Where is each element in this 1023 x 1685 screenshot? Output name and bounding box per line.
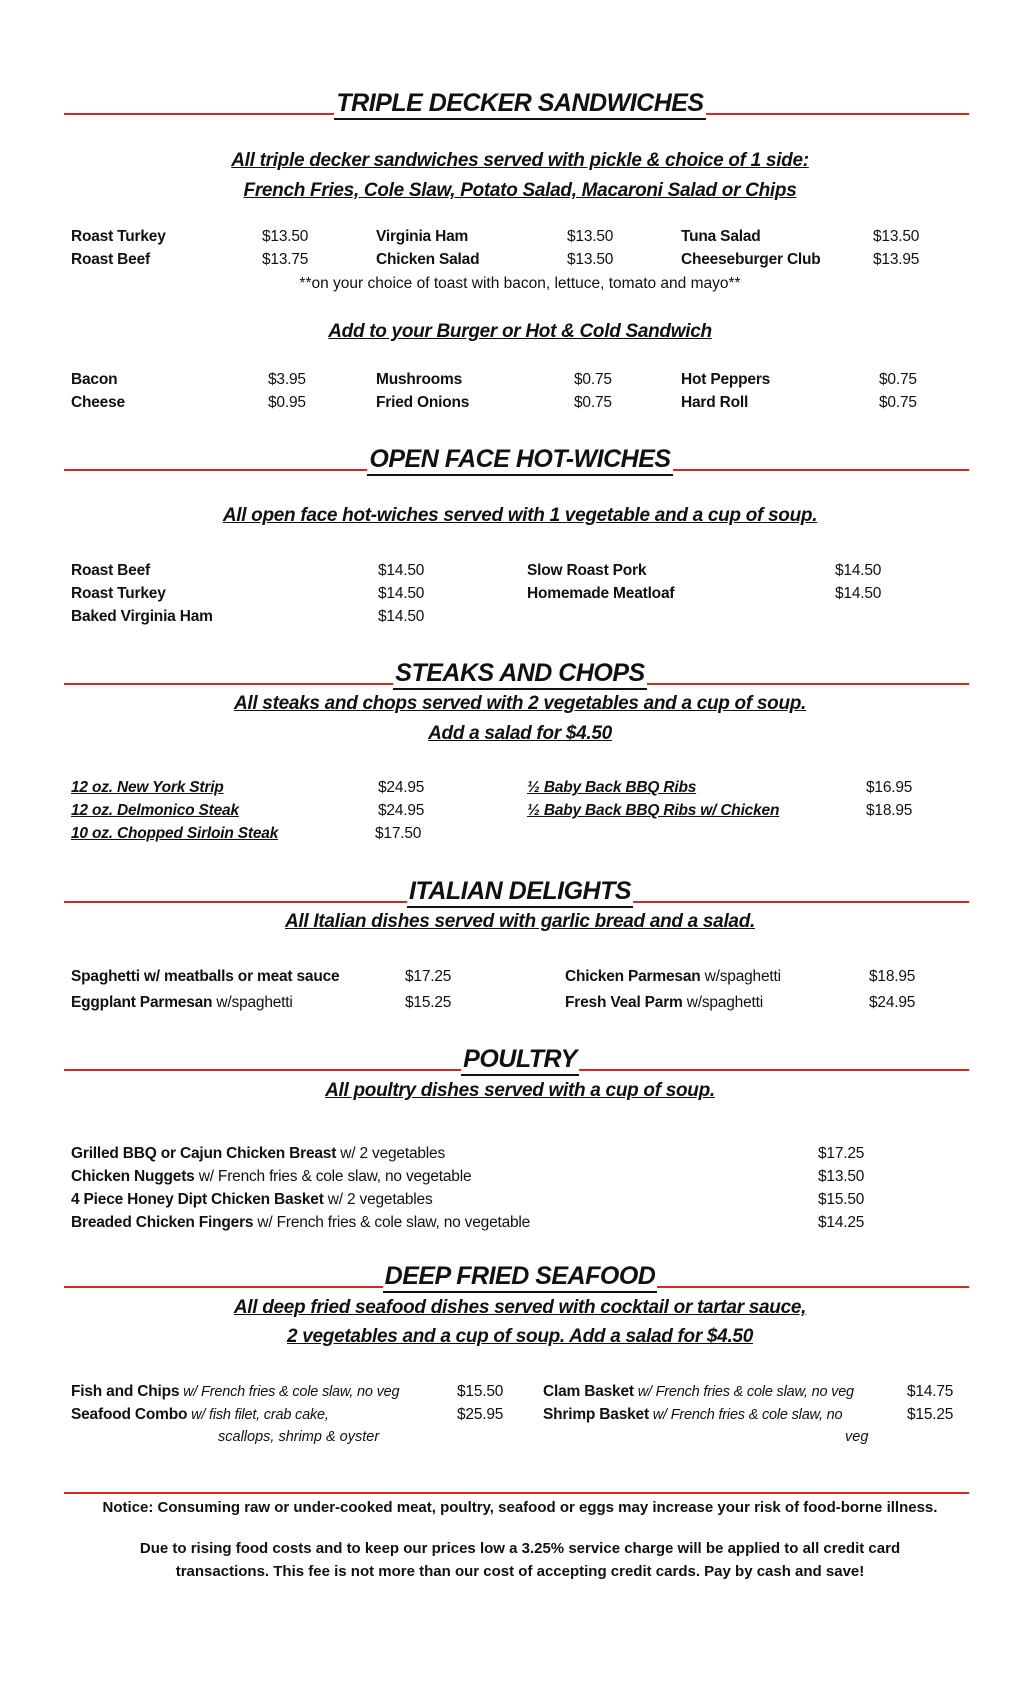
menu-item-name: [376, 229, 468, 245]
menu-item-name: [71, 563, 150, 579]
menu-item-price: $0.75: [574, 371, 612, 388]
item-name: Breaded Chicken Fingers: [71, 1214, 254, 1231]
menu-item-name: [71, 395, 125, 411]
item-name: 12 oz. New York Strip: [71, 779, 224, 796]
item-name: Baked Virginia Ham: [71, 608, 213, 625]
item-name: Slow Roast Pork: [527, 562, 647, 579]
menu-item-name: [71, 372, 117, 388]
menu-item-name: [376, 395, 469, 411]
section-subtitle: All triple decker sandwiches served with pickle & choice of 1 side:: [231, 150, 809, 171]
menu-item-price: $17.25: [405, 968, 452, 985]
item-name: Shrimp Basket: [543, 1406, 649, 1423]
section-title: [0, 661, 1023, 686]
menu-item-price: $14.25: [818, 1214, 865, 1231]
item-name: Seafood Combo: [71, 1406, 188, 1423]
menu-item-price: $17.25: [818, 1145, 865, 1162]
menu-item-price: $14.75: [907, 1383, 954, 1400]
menu-item-name: [527, 803, 779, 819]
item-description-continued: scallops, shrimp & oyster: [218, 1429, 380, 1445]
menu-item-price: $16.95: [866, 779, 913, 796]
menu-item-price: $24.95: [869, 994, 916, 1011]
menu-item-price: $17.50: [375, 825, 422, 842]
item-description: w/spaghetti: [700, 968, 781, 985]
section-subtitle: 2 vegetables and a cup of soup. Add a salad for $4.50: [287, 1326, 753, 1347]
section-title-text: POULTRY: [461, 1045, 579, 1076]
item-name: Fresh Veal Parm: [565, 994, 683, 1011]
menu-item-price: $15.25: [907, 1406, 954, 1423]
item-name: Roast Turkey: [71, 585, 166, 602]
item-description: w/ French fries & cole slaw, no vegetable: [253, 1214, 531, 1231]
menu-item-price: $18.95: [869, 968, 916, 985]
section-subtitle: Add a salad for $4.50: [428, 723, 612, 744]
section-subtitle: All steaks and chops served with 2 vegetables and a cup of soup.: [233, 693, 807, 714]
item-name: Hard Roll: [681, 394, 749, 411]
menu-item-name: [71, 1169, 471, 1185]
section-subtitle: Add to your Burger or Hot & Cold Sandwich: [328, 321, 712, 342]
menu-item-name: [681, 229, 761, 245]
menu-item-price: $15.25: [405, 994, 452, 1011]
menu-item-price: $13.50: [567, 251, 614, 268]
section-subtitle: All deep fried seafood dishes served with cocktail or tartar sauce,: [233, 1297, 807, 1318]
item-name: ½ Baby Back BBQ Ribs w/ Chicken: [527, 802, 780, 819]
menu-item-name: [71, 1407, 329, 1423]
item-name: Mushrooms: [376, 371, 463, 388]
item-name: Homemade Meatloaf: [527, 585, 675, 602]
menu-item-name: [71, 586, 166, 602]
menu-item-price: $15.50: [457, 1383, 504, 1400]
item-name: Cheese: [71, 394, 125, 411]
menu-item-name: [565, 995, 763, 1011]
item-description: w/ 2 vegetables: [323, 1191, 433, 1208]
menu-item-price: $13.50: [567, 228, 614, 245]
menu-item-name: [71, 252, 150, 268]
menu-item-price: $25.95: [457, 1406, 504, 1423]
section-subtitle: All poultry dishes served with a cup of soup.: [325, 1080, 715, 1101]
section-title: [0, 1264, 1023, 1289]
menu-item-price: $3.95: [268, 371, 306, 388]
menu-item-price: $24.95: [378, 779, 425, 796]
menu-item-price: $14.50: [835, 562, 882, 579]
item-name: Bacon: [71, 371, 118, 388]
menu-item-name: [71, 1384, 399, 1400]
item-name: Chicken Parmesan: [565, 968, 701, 985]
item-name: Chicken Nuggets: [71, 1168, 195, 1185]
item-name: Hot Peppers: [681, 371, 771, 388]
menu-item-name: [543, 1407, 842, 1423]
credit-card-fee-notice: transactions. This fee is not more than our cost of accepting credit cards. Pay by cash and save!: [175, 1563, 865, 1580]
menu-item-name: [527, 563, 646, 579]
section-title-text: ITALIAN DELIGHTS: [407, 877, 633, 908]
footer-rule: [64, 1492, 969, 1494]
section-subtitle: All Italian dishes served with garlic bread and a salad.: [285, 911, 755, 932]
item-description: w/spaghetti: [682, 994, 763, 1011]
item-name: ½ Baby Back BBQ Ribs: [527, 779, 697, 796]
menu-item-price: $13.95: [873, 251, 920, 268]
menu-item-price: $18.95: [866, 802, 913, 819]
section-title-text: DEEP FRIED SEAFOOD: [383, 1262, 658, 1293]
menu-item-price: $0.75: [879, 394, 917, 411]
item-description: w/ French fries & cole slaw, no: [648, 1407, 843, 1423]
menu-item-name: [376, 372, 462, 388]
item-name: Clam Basket: [543, 1383, 634, 1400]
item-description-continued: veg: [845, 1429, 869, 1445]
credit-card-fee-notice: Due to rising food costs and to keep our prices low a 3.25% service charge will be applied to all credit card: [139, 1540, 901, 1557]
menu-item-price: $14.50: [378, 562, 425, 579]
menu-item-name: [527, 586, 674, 602]
item-description: w/spaghetti: [212, 994, 293, 1011]
section-title: [0, 879, 1023, 904]
item-description: w/ 2 vegetables: [336, 1145, 445, 1162]
menu-item-name: [71, 780, 224, 796]
section-subtitle: All open face hot-wiches served with 1 vegetable and a cup of soup.: [222, 505, 818, 526]
menu-item-name: [565, 969, 781, 985]
sandwich-note: **on your choice of toast with bacon, lettuce, tomato and mayo**: [299, 275, 741, 292]
menu-item-price: $14.50: [835, 585, 882, 602]
menu-item-name: [543, 1384, 854, 1400]
item-name: Fish and Chips: [71, 1383, 180, 1400]
menu-item-price: $0.75: [574, 394, 612, 411]
menu-item-price: $13.75: [262, 251, 309, 268]
menu-item-name: [681, 252, 821, 268]
menu-item-price: $24.95: [378, 802, 425, 819]
menu-item-name: [376, 252, 479, 268]
menu-item-price: $15.50: [818, 1191, 865, 1208]
menu-item-name: [71, 969, 339, 985]
menu-item-price: $14.50: [378, 585, 425, 602]
menu-item-name: [71, 609, 213, 625]
item-name: Fried Onions: [376, 394, 470, 411]
section-title: [0, 91, 1023, 116]
menu-item-price: $14.50: [378, 608, 425, 625]
item-name: Virginia Ham: [376, 228, 469, 245]
menu-item-name: [71, 826, 278, 842]
menu-item-name: [71, 1215, 530, 1231]
item-name: Cheeseburger Club: [681, 251, 821, 268]
section-title: [0, 447, 1023, 472]
item-name: Spaghetti w/ meatballs or meat sauce: [71, 968, 340, 985]
menu-item-name: [71, 1192, 433, 1208]
menu-item-name: [527, 780, 696, 796]
item-description: w/ French fries & cole slaw, no vegetable: [194, 1168, 472, 1185]
menu-item-price: $13.50: [818, 1168, 865, 1185]
item-name: Tuna Salad: [681, 228, 761, 245]
menu-item-name: [71, 229, 166, 245]
menu-item-name: [71, 803, 239, 819]
item-name: Roast Beef: [71, 562, 150, 579]
item-name: Roast Beef: [71, 251, 150, 268]
item-name: 10 oz. Chopped Sirloin Steak: [71, 825, 279, 842]
item-name: Grilled BBQ or Cajun Chicken Breast: [71, 1145, 337, 1162]
item-name: Roast Turkey: [71, 228, 166, 245]
menu-item-price: $0.95: [268, 394, 306, 411]
item-description: w/ French fries & cole slaw, no veg: [179, 1384, 400, 1400]
section-title: [0, 1047, 1023, 1072]
section-title-text: OPEN FACE HOT-WICHES: [367, 445, 672, 476]
item-name: 12 oz. Delmonico Steak: [71, 802, 239, 819]
menu-item-price: $13.50: [873, 228, 920, 245]
section-subtitle: French Fries, Cole Slaw, Potato Salad, Macaroni Salad or Chips: [243, 180, 797, 201]
section-title-text: STEAKS AND CHOPS: [393, 659, 646, 690]
section-title-text: TRIPLE DECKER SANDWICHES: [334, 89, 705, 120]
menu-item-price: $13.50: [262, 228, 309, 245]
menu-item-name: [71, 1146, 445, 1162]
item-name: 4 Piece Honey Dipt Chicken Basket: [71, 1191, 324, 1208]
allergy-notice: Notice: Consuming raw or under-cooked meat, poultry, seafood or eggs may increase your risk of food-borne illness.: [102, 1499, 938, 1516]
item-description: w/ French fries & cole slaw, no veg: [633, 1384, 854, 1400]
menu-item-name: [71, 995, 293, 1011]
item-name: Chicken Salad: [376, 251, 480, 268]
menu-item-name: [681, 395, 748, 411]
item-name: Eggplant Parmesan: [71, 994, 213, 1011]
menu-item-name: [681, 372, 770, 388]
item-description: w/ fish filet, crab cake,: [187, 1407, 329, 1423]
menu-item-price: $0.75: [879, 371, 917, 388]
